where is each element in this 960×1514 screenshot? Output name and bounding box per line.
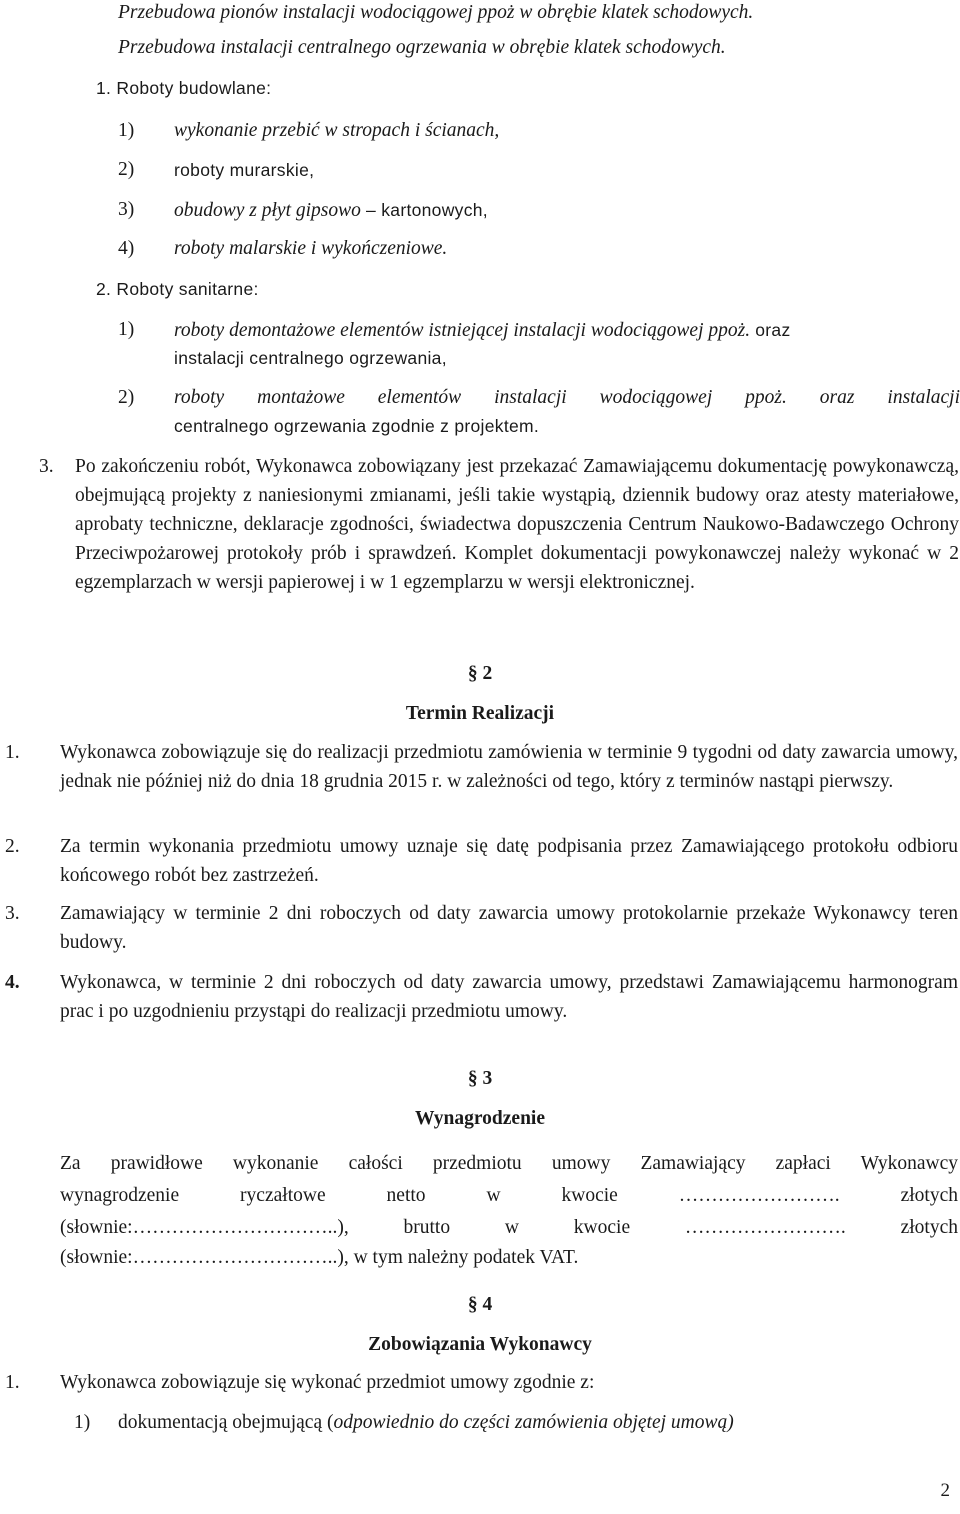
plain-text: oraz: [750, 320, 791, 340]
paragraph-text: Za termin wykonania przedmiotu umowy uznaje się datę podpisania przez Zamawiającego protokołu odbioru końcowego robót bez zastrzeżeń.: [60, 836, 958, 886]
item-number: 1.: [5, 1372, 20, 1393]
list-item-text: roboty murarskie,: [174, 160, 315, 180]
roboty-sanitarne-heading: [96, 276, 259, 302]
paragraph-text: Wykonawca, w terminie 2 dni roboczych od daty zawarcia umowy, przedstawi Zamawiającemu harmonogram prac i po uzgodnieniu przystąpi do realizacji przedmiotu umowy.: [60, 972, 958, 1022]
list-item-text: roboty montażowe elementów instalacji wodociągowej ppoż. oraz instalacji: [174, 387, 960, 408]
item-number: 2): [118, 387, 135, 408]
section-number-value: 3: [482, 1068, 493, 1089]
section-title: Termin Realizacji: [405, 703, 555, 724]
item-number: 1): [118, 319, 135, 340]
item-number: 4): [118, 238, 135, 259]
section-title: Wynagrodzenie: [415, 1108, 545, 1129]
paragraph-text: Wykonawca zobowiązuje się wykonać przedmiot umowy zgodnie z:: [60, 1372, 595, 1393]
item-number: 2): [118, 159, 135, 180]
paragraph-content: Po zakończeniu robót, Wykonawca zobowiązany jest przekazać Zamawiającemu dokumentację powykonawczą, obejmującą projekty z naniesionymi zmianami, jeśli takie wystąpią, dziennik budowy oraz atesty materiałowe, aprobaty techniczne, deklaracje zgodności, świadectwa dopuszczenia Centrum Naukowo-Badawczego Ochrony Przeciwpożarowej protokoły prób i sprawdzeń. Komplet dokumentacji powykonawczej należy wykonać w 2 egzemplarzach w wersji papierowej i w 1 egzemplarzu w wersji elektronicznej.: [75, 456, 959, 593]
italic-text: roboty demontażowe elementów istniejącej instalacji wodociągowej ppoż.: [174, 320, 751, 341]
roboty-budowlane-heading: [96, 75, 271, 101]
payment-line-3: (słownie:…………………………..), brutto w kwocie ……………………. złotych: [60, 1217, 958, 1238]
list-item-text: [118, 1410, 734, 1436]
item-number: 3): [118, 199, 135, 220]
section-title: Zobowiązania Wykonawcy: [368, 1334, 592, 1355]
plain-text: – kartonowych,: [360, 200, 488, 220]
list-item-text-cont: centralnego ogrzewania zgodnie z projektem.: [174, 416, 540, 436]
item-number: 1): [118, 120, 135, 141]
intro-line-1: Przebudowa pionów instalacji wodociągowej ppoż w obrębie klatek schodowych.: [118, 2, 754, 23]
item-number: 4.: [5, 972, 20, 993]
italic-text: obudowy z płyt gipsowo: [174, 200, 361, 221]
item-number: 3.: [39, 456, 54, 477]
list-title: Roboty sanitarne:: [116, 279, 259, 299]
list-item-text: [174, 197, 488, 224]
list-item-text: roboty malarskie i wykończeniowe.: [174, 238, 448, 259]
section-number: [0, 1064, 960, 1094]
paragraph-text: [75, 452, 959, 597]
list-item: [118, 118, 134, 144]
item-number: 2.: [5, 836, 20, 857]
payment-line-2: wynagrodzenie ryczałtowe netto w kwocie ……………………. złotych: [60, 1185, 958, 1206]
list-item-text: wykonanie przebić w stropach i ścianach,: [174, 120, 500, 141]
intro-line-2: Przebudowa instalacji centralnego ogrzewania w obrębie klatek schodowych.: [118, 37, 726, 58]
item-number: 3.: [5, 903, 20, 924]
list-number: 2.: [96, 279, 112, 299]
paragraph-text: Zamawiający w terminie 2 dni roboczych od daty zawarcia umowy protokolarnie przekaże Wykonawcy teren budowy.: [60, 903, 958, 953]
italic-text: odpowiednio do części zamówienia objętej umową): [333, 1412, 734, 1433]
section-number-value: 2: [482, 663, 493, 684]
item-number: 1.: [5, 742, 20, 763]
section-number-value: 4: [482, 1294, 493, 1315]
page-number: 2: [940, 1480, 950, 1501]
paragraph-symbol: §: [467, 663, 478, 684]
paragraph-symbol: §: [467, 1068, 478, 1089]
section-number: [0, 659, 960, 689]
plain-text: dokumentacją obejmującą (: [118, 1412, 334, 1433]
paragraph-symbol: §: [467, 1294, 478, 1315]
list-title: Roboty budowlane:: [116, 78, 272, 98]
section-number: [0, 1290, 960, 1320]
item-number: 1): [74, 1412, 91, 1433]
list-item-text: [174, 317, 960, 344]
list-number: 1.: [96, 78, 112, 98]
payment-line-1: Za prawidłowe wykonanie całości przedmiotu umowy Zamawiający zapłaci Wykonawcy: [60, 1153, 958, 1174]
paragraph-text: Wykonawca zobowiązuje się do realizacji przedmiotu zamówienia w terminie 9 tygodni od daty zawarcia umowy, jednak nie później niż do dnia 18 grudnia 2015 r. w zależności od tego, który z terminów nastąpi pierwszy.: [60, 742, 958, 792]
payment-line-4: (słownie:…………………………..), w tym należny podatek VAT.: [60, 1247, 579, 1268]
list-item-text-cont: instalacji centralnego ogrzewania,: [174, 348, 447, 368]
